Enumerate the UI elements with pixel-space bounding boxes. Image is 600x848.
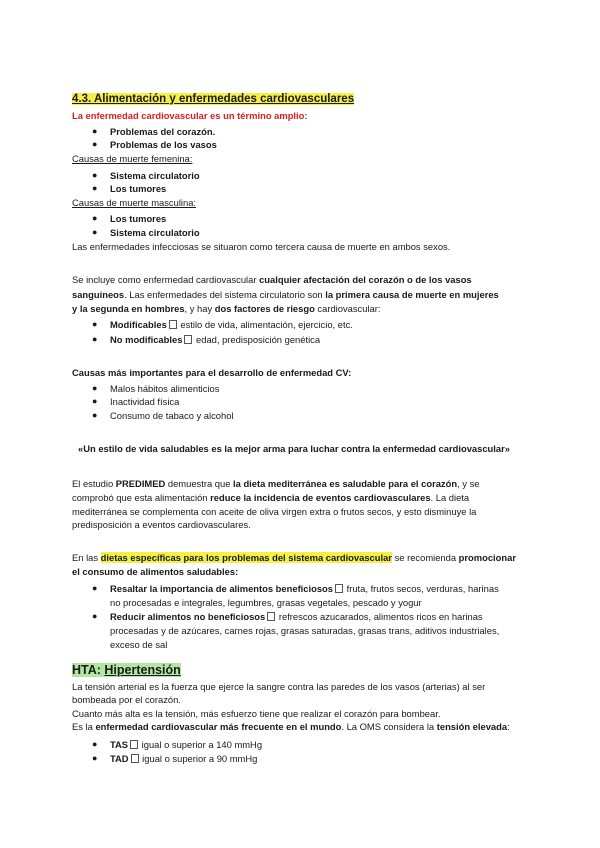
includes-line-2: sanguíneos. Las enfermedades del sistema circulatorio son la primera causa de muerte en mujeres <box>72 289 499 300</box>
infectious-paragraph: Las enfermedades infecciosas se situaron como tercera causa de muerte en ambos sexos. <box>72 241 451 252</box>
list-item-continuation: exceso de sal <box>110 639 168 650</box>
causes-title: Causas más importantes para el desarrollo de enfermedad CV: <box>72 367 352 378</box>
bullet: ● <box>92 410 98 420</box>
bullet: ● <box>92 583 98 593</box>
bullet: ● <box>92 611 98 621</box>
list-item: TAD igual o superior a 90 mmHg <box>110 753 258 764</box>
predimed-line-3: mediterránea se complementa con aceite de oliva virgen extra o frutos secos, y esto disminuye la <box>72 506 477 517</box>
list-item: Malos hábitos alimenticios <box>110 383 220 394</box>
arrow-icon <box>130 740 138 749</box>
list-item: Sistema circulatorio <box>110 170 200 181</box>
hta-title: HTA: Hipertensión <box>72 663 181 677</box>
hta-line-1: La tensión arterial es la fuerza que ejerce la sangre contra las paredes de los vasos (arterias) al ser <box>72 681 486 692</box>
list-item: Los tumores <box>110 183 167 194</box>
arrow-icon <box>169 320 177 329</box>
arrow-icon <box>267 612 275 621</box>
bullet: ● <box>92 170 98 180</box>
predimed-line-2: comprobó que esta alimentación reduce la incidencia de eventos cardiovasculares. La dieta <box>72 492 470 503</box>
hta-line-3: Cuanto más alta es la tensión, más esfuerzo tiene que realizar el corazón para bombear. <box>72 708 441 719</box>
female-causes-label: Causas de muerte femenina: <box>72 153 193 164</box>
arrow-icon <box>184 335 192 344</box>
list-item: Sistema circulatorio <box>110 227 200 238</box>
predimed-line-4: predisposición a eventos cardiovasculares. <box>72 519 251 530</box>
list-item: Problemas del corazón. <box>110 126 216 137</box>
list-item: TAS igual o superior a 140 mmHg <box>110 739 263 750</box>
bullet: ● <box>92 126 98 136</box>
list-item-continuation: procesadas y de azúcares, carnes rojas, grasas saturadas, grasas trans, aditivos industriales, <box>110 625 500 636</box>
section-title: 4.3. Alimentación y enfermedades cardiovasculares <box>72 93 355 105</box>
includes-line-3: y la segunda en hombres, y hay dos factores de riesgo cardiovascular: <box>72 303 381 314</box>
list-item: Modificables estilo de vida, alimentación, ejercicio, etc. <box>110 319 353 330</box>
arrow-icon <box>131 754 139 763</box>
bullet: ● <box>92 753 98 763</box>
list-item: Problemas de los vasos <box>110 139 217 150</box>
bullet: ● <box>92 383 98 393</box>
list-item: Los tumores <box>110 213 167 224</box>
list-item: Inactividad física <box>110 396 180 407</box>
hta-line-2: bombeada por el corazón. <box>72 694 181 705</box>
bullet: ● <box>92 227 98 237</box>
bullet: ● <box>92 183 98 193</box>
includes-line-1: Se incluye como enfermedad cardiovascular cualquier afectación del corazón o de los vasos <box>72 274 472 285</box>
list-item: Reducir alimentos no beneficiosos refrescos azucarados, alimentos ricos en harinas <box>110 611 483 622</box>
bullet: ● <box>92 319 98 329</box>
bullet: ● <box>92 213 98 223</box>
diets-line-2: el consumo de alimentos saludables: <box>72 566 239 577</box>
bullet: ● <box>92 396 98 406</box>
list-item: No modificables edad, predisposición genética <box>110 334 321 345</box>
list-item: Resaltar la importancia de alimentos beneficiosos fruta, frutos secos, verduras, harinas <box>110 583 499 594</box>
bullet: ● <box>92 739 98 749</box>
quote: «Un estilo de vida saludables es la mejor arma para luchar contra la enfermedad cardiovascular» <box>78 443 510 454</box>
arrow-icon <box>335 584 343 593</box>
bullet: ● <box>92 334 98 344</box>
list-item-continuation: no procesadas e integrales, legumbres, grasas vegetales, pescado y yogur <box>110 597 422 608</box>
diets-line-1: En las dietas específicas para los problemas del sistema cardiovascular se recomienda promocionar <box>72 552 516 563</box>
male-causes-label: Causas de muerte masculina: <box>72 197 197 208</box>
predimed-line-1: El estudio PREDIMED demuestra que la dieta mediterránea es saludable para el corazón, y se <box>72 478 480 489</box>
hta-line-4: Es la enfermedad cardiovascular más frecuente en el mundo. La OMS considera la tensión elevada: <box>72 721 510 732</box>
bullet: ● <box>92 139 98 149</box>
intro-red-text: La enfermedad cardiovascular es un término amplio: <box>72 110 308 121</box>
list-item: Consumo de tabaco y alcohol <box>110 410 234 421</box>
